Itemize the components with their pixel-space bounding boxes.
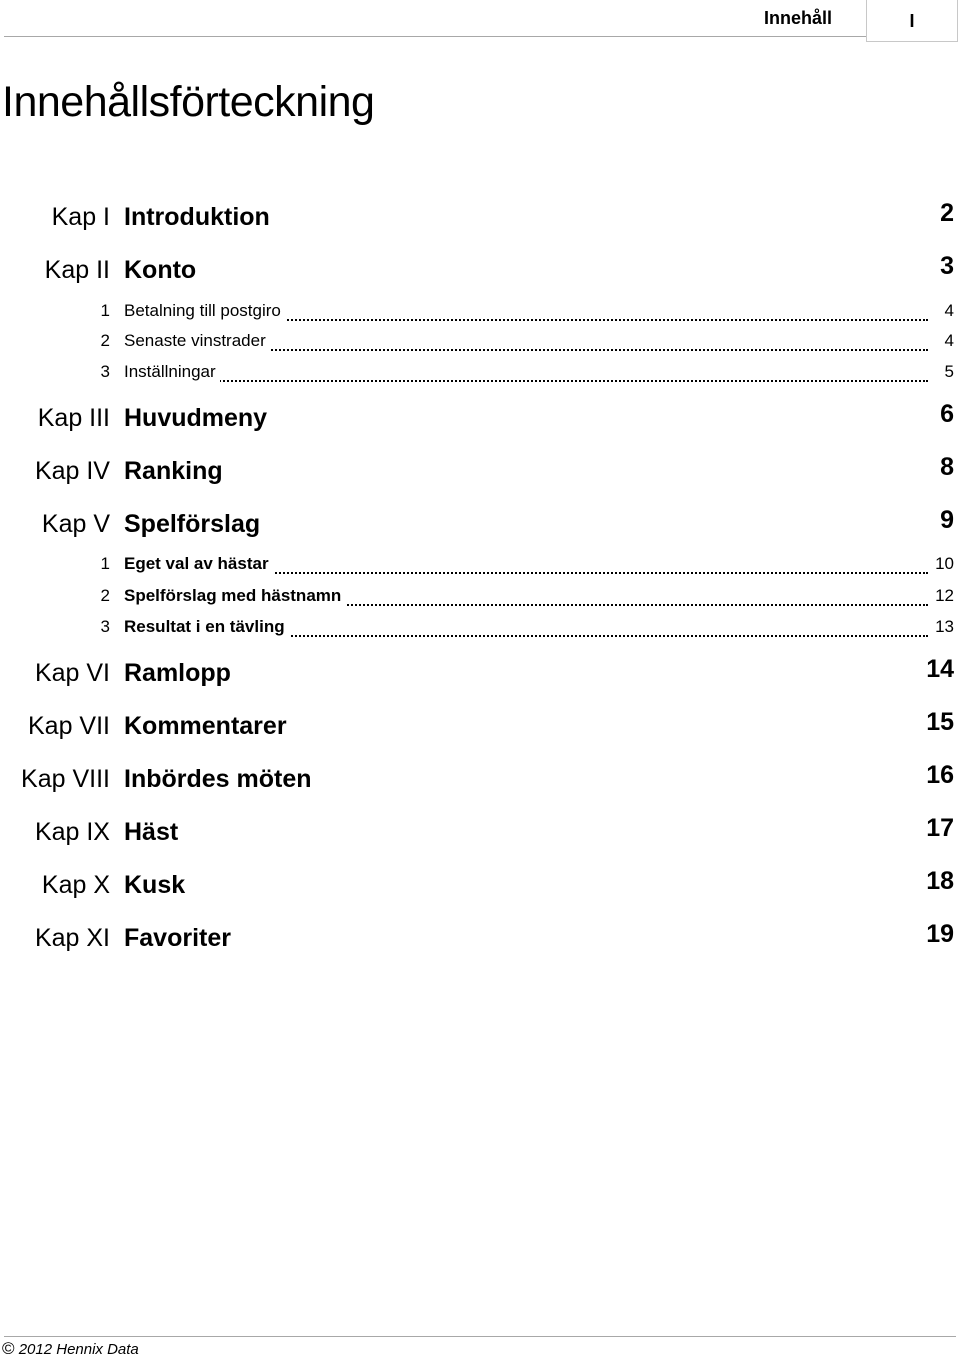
copyright-icon: © [2,1339,15,1358]
chapter-page: 17 [926,814,954,842]
subsection-title: Inställningar [124,362,220,382]
chapter-title: Ranking [124,457,223,485]
chapter-title: Häst [124,818,179,846]
subsection-number: 3 [100,617,110,636]
chapter-page: 15 [926,708,954,736]
subsection-number: 3 [100,362,110,381]
chapter-number: Kap XI [34,924,110,952]
chapter-number: Kap III [37,404,110,432]
chapter-number: Kap VIII [21,765,110,793]
chapter-number: Kap II [44,256,110,284]
chapter-number: Kap IX [34,818,110,846]
subsection-number: 1 [100,554,110,573]
chapter-title: Ramlopp [124,659,231,687]
chapter-title: Introduktion [124,203,270,231]
subsection-title: Eget val av hästar [124,554,273,574]
chapter-title: Konto [124,256,197,284]
chapter-title: Inbördes möten [124,765,312,793]
chapter-number: Kap X [41,871,110,899]
subsection-page: 4 [941,301,954,321]
chapter-page: 16 [926,761,954,789]
subsection-page: 4 [941,331,954,351]
subsection-title: Betalning till postgiro [124,301,285,321]
subsection-page: 13 [931,617,954,637]
chapter-page: 6 [940,400,954,428]
chapter-page: 14 [926,655,954,683]
header-page-number: I [866,0,958,42]
subsection-number: 2 [100,331,110,350]
chapter-number: Kap V [41,510,110,538]
dot-leader [124,374,928,382]
chapter-number: Kap IV [34,457,110,485]
chapter-title: Huvudmeny [124,404,268,432]
chapter-number: Kap I [51,203,110,231]
chapter-title: Spelförslag [124,510,261,538]
footer [2,1339,139,1359]
subsection-title: Spelförslag med hästnamn [124,586,345,606]
chapter-page: 8 [940,453,954,481]
subsection-number: 2 [100,586,110,605]
chapter-page: 3 [940,252,954,280]
chapter-page: 19 [926,920,954,948]
header-section-title: Innehåll [763,8,832,28]
chapter-page: 9 [940,506,954,534]
subsection-page: 10 [931,554,954,574]
subsection-page: 12 [931,586,954,606]
subsection-number: 1 [100,301,110,320]
chapter-title: Kommentarer [124,712,287,740]
footer-text: 2012 Hennix Data [14,1341,139,1358]
chapter-title: Kusk [124,871,186,899]
page-title: Innehållsförteckning [2,78,375,126]
chapter-page: 2 [940,199,954,227]
subsection-title: Senaste vinstrader [124,331,270,351]
subsection-page: 5 [941,362,954,382]
footer-rule [4,1336,956,1337]
chapter-page: 18 [926,867,954,895]
subsection-title: Resultat i en tävling [124,617,289,637]
chapter-number: Kap VI [34,659,110,687]
chapter-title: Favoriter [124,924,231,952]
chapter-number: Kap VII [28,712,110,740]
